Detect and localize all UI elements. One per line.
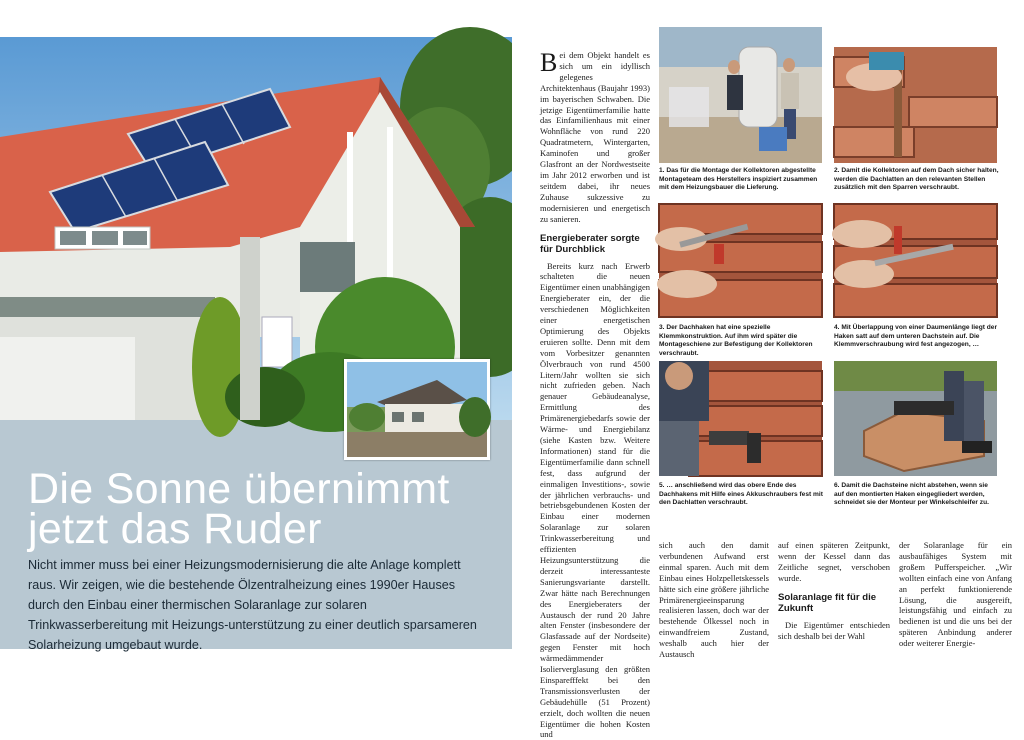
photo-caption-3: 3. Der Dachhaken hat eine spezielle Klemmkonstruktion. Auf ihm wird später die Montageschiene zur Befestigung der Kollektoren verschraubt.	[659, 324, 824, 358]
photo-caption-4: 4. Mit Überlappung von einer Daumenlänge liegt der Haken satt auf dem unteren Dachstein auf. Die Klemmverschraubung wird fest angezogen, …	[834, 324, 999, 350]
body-paragraph: auf einen späteren Zeitpunkt, wenn der Kessel dann das Zeitliche segnet, verschoben wurde.	[778, 540, 890, 584]
article-column-1	[540, 50, 650, 740]
photo-delivery-team	[659, 27, 822, 163]
photo-caption-5: 5. … anschließend wird das obere Ende des Dachhakens mit Hilfe eines Akkuschraubers fest mit den Dachlatten verschraubt.	[659, 482, 824, 508]
photo-roof-screwing	[834, 47, 997, 163]
subheading-solaranlage: Solaranlage fit für die Zukunft	[778, 592, 890, 615]
right-page	[512, 37, 1024, 649]
photo-caption-1: 1. Das für die Montage der Kollektoren abgestellte Montageteam des Herstellers inspiziert zusammen mit dem Heizungsbauer die Lieferung.	[659, 167, 824, 193]
left-page	[0, 37, 512, 649]
article-column-4	[899, 540, 1012, 649]
body-paragraph: Bereits kurz nach Erwerb schalteten die neuen Eigentümer einen unabhängigen Energieberater ein, der die verschiedenen Möglichkeiten einer energetischen Optimierung des Objekts eruieren sollte. Denn mit dem vom Vorbesitzer genannten Ölverbrauch von rund 4500 Litern/Jahr wollten sie sich nicht zufrieden geben. Nach genauer Gebäudeanalyse, Ermittlung des Primärenergiebedarfs sowie der Wärme- und Energiebilanz (siehe Kasten bzw. Weitere Informationen) stand für die Eigentümerfamilie dann schnell fest, dass aufgrund der einmaligen Investitions-, sowie der jährlichen verbrauchs- und betriebsgebundenen Kosten der Einbau einer modernen Solaranlage zur solaren Trinkwasserbereitung und effizienten Heizungsunterstützung die derzeit interessanteste Sanierungsvariante darstellt. Zwar hätte nach Berechnungen des Energieberaters der Austausch der rund 20 Jahre alten Fenster (insbesondere der Glasfassade auf der Nordseite) gegen Fenster mit hoch wärmedämmender Isolierverglasung den größten Einsparefffekt bei den Transmissionsverlusten der Gebäudehülle (51 Prozent) erzielt, doch wollten die neuen Eigentümer die hohen Kosten und	[540, 261, 650, 740]
subheading-energieberater: Energieberater sorgte für Durchblick	[540, 233, 650, 256]
page-title	[28, 469, 498, 549]
body-paragraph: der Solaranlage für ein ausbaufähiges System mit großem Pufferspeicher. „Wir wollten einfach eine von Anfang an perfekt funktionierende Lösung, die ausgereift, leistungsfähig und einfach zu bedienen ist und die uns bei der späteren Anbindung anderer oder weiterer Energie-	[899, 540, 1012, 649]
intro-paragraph	[540, 50, 650, 225]
body-paragraph: sich auch den damit verbundenen Aufwand erst einmal sparen. Auch mit dem Einbau eines Holzpelletskessels hätte sich eine größere jährliche Primärenergieeinsparung realisieren lassen, doch war der bestehende Ölkessel noch in einwandfreiem Zustand, weshalb auch hier der Austausch	[659, 540, 769, 660]
body-paragraph: Die Eigentümer entschieden sich deshalb bei der Wahl	[778, 620, 890, 642]
photo-cordless-drill	[659, 361, 822, 476]
photo-roof-hook	[659, 204, 822, 317]
photo-hook-clamp	[834, 204, 997, 317]
article-column-2	[659, 540, 769, 660]
lead-paragraph: Nicht immer muss bei einer Heizungsmodernisierung die alte Anlage komplett raus. Wir zeigen, wie die bestehende Ölzentralheizung eines 1990er Hauses durch den Einbau einer thermischen Solaranlage zur solaren Trinkwasserbereitung mit Heizungs-unterstützung zu einer deutlich sparsameren Solarheizung umgebaut wurde.	[28, 555, 490, 655]
drop-cap: B	[540, 52, 557, 74]
photo-caption-2: 2. Damit die Kollektoren auf dem Dach sicher halten, werden die Dachlatten an den relevanten Stellen zusätzlich mit den Sparren verschraubt.	[834, 167, 999, 193]
title-line-2: jetzt das Ruder	[28, 509, 498, 549]
title-line-1: Die Sonne übernimmt	[28, 469, 498, 509]
intro-text: ei dem Objekt handelt es sich um ein idyllisch gelegenes Architektenhaus (Baujahr 1993) im bayerischen Schwaben. Die jetzige Eigentümerfamilie hatte das Einfamilienhaus mit einer Wohnfläche von rund 220 Quadratmetern, Wintergarten, Kaminofen und großer Glasfront an der Nordwestseite im Jahr 2012 erworben und ist seitdem dabei, ihr neues Zuhause sukzessive zu modernisieren und energetisch zu sanieren.	[540, 50, 650, 224]
photo-angle-grinder	[834, 361, 997, 476]
article-column-3	[778, 540, 890, 641]
photo-caption-6: 6. Damit die Dachsteine nicht abstehen, wenn sie auf den montierten Haken eingegliedert werden, schneidet sie der Monteur per Winkelschleifer zu.	[834, 482, 999, 508]
house-inset-photo	[344, 359, 490, 460]
